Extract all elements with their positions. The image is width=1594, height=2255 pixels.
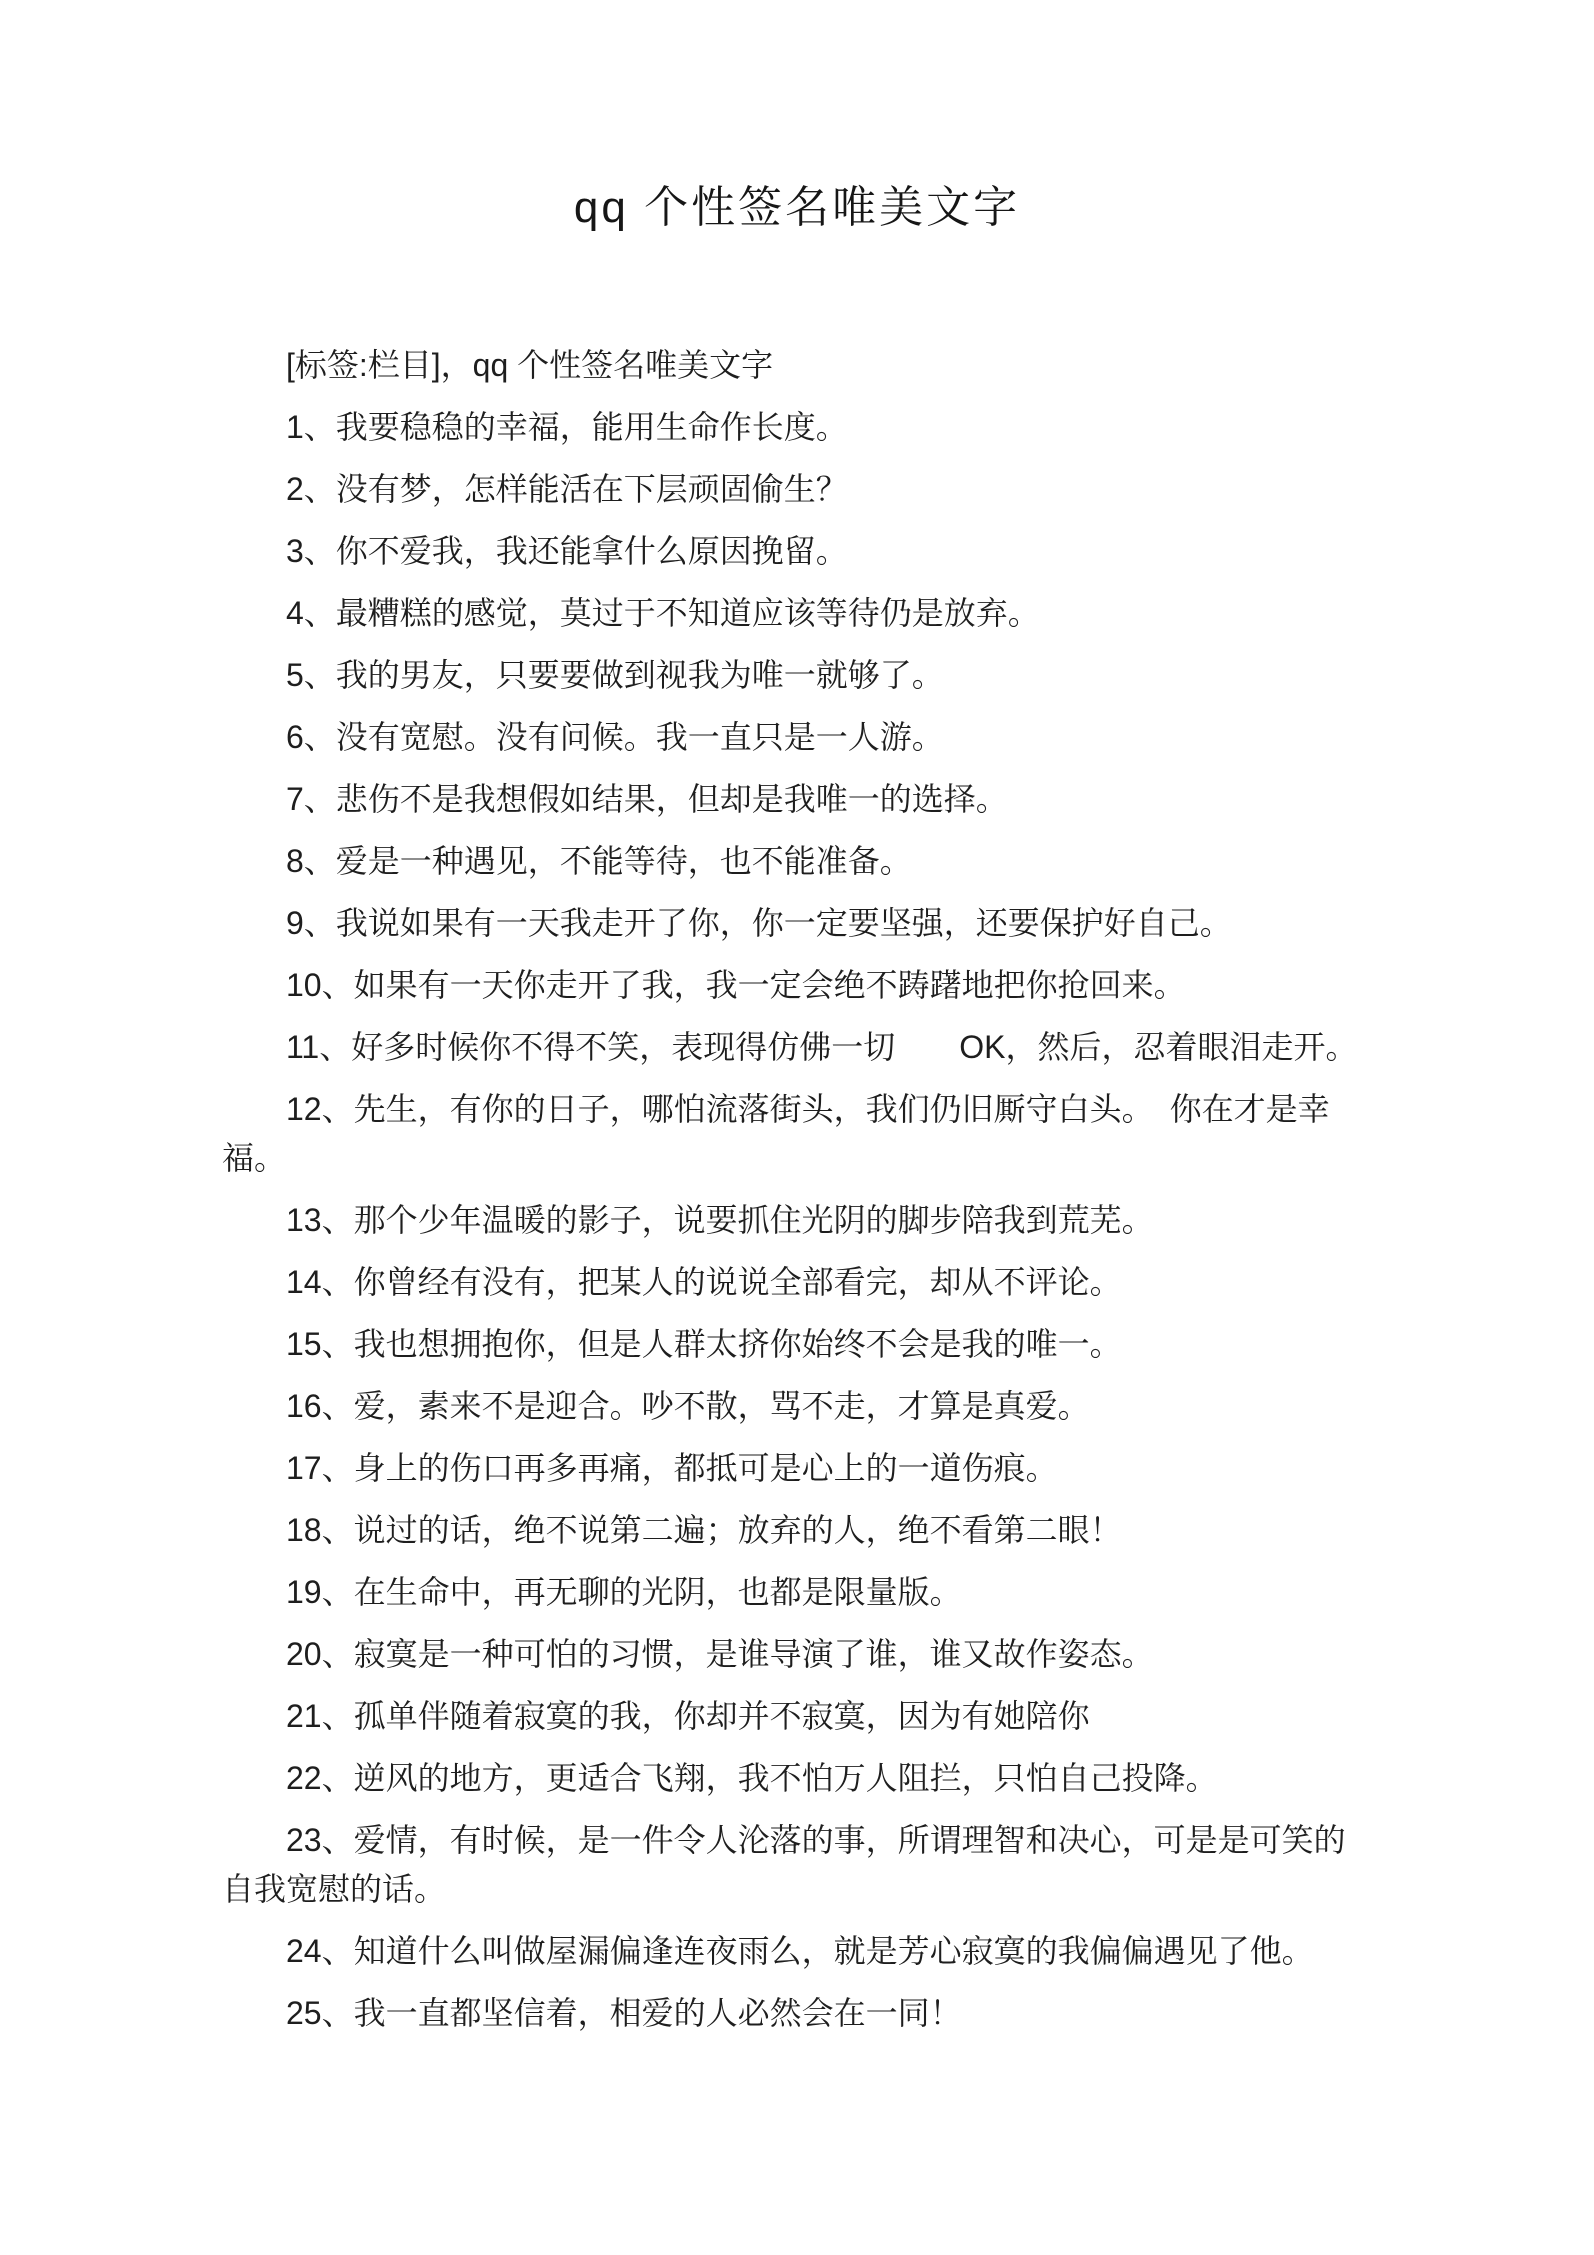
list-item: 8、爱是一种遇见，不能等待，也不能准备。 <box>286 842 912 879</box>
list-item: 9、我说如果有一天我走开了你，你一定要坚强，还要保护好自己。 <box>286 904 1232 941</box>
list-item: 6、没有宽慰。没有问候。我一直只是一人游。 <box>286 718 944 755</box>
list-item: 1、我要稳稳的幸福，能用生命作长度。 <box>286 408 848 445</box>
list-item: 3、你不爱我，我还能拿什么原因挽留。 <box>286 532 848 569</box>
list-item: 5、我的男友，只要要做到视我为唯一就够了。 <box>286 656 944 693</box>
tag-line: [标签:栏目]，qq 个性签名唯美文字 <box>286 346 774 383</box>
list-item: 7、悲伤不是我想假如结果，但却是我唯一的选择。 <box>286 780 1008 817</box>
list-item: 13、那个少年温暖的影子，说要抓住光阴的脚步陪我到荒芜。 <box>286 1201 1154 1238</box>
page-title: qq 个性签名唯美文字 <box>573 183 1021 232</box>
list-item: 24、知道什么叫做屋漏偏逢连夜雨么，就是芳心寂寞的我偏偏遇见了他。 <box>286 1932 1314 1969</box>
list-item: 15、我也想拥抱你，但是人群太挤你始终不会是我的唯一。 <box>286 1325 1122 1362</box>
list-item: 12、先生，有你的日子，哪怕流落街头，我们仍旧厮守白头。 你在才是幸福。 <box>222 1090 1330 1176</box>
list-item: 18、说过的话，绝不说第二遍；放弃的人，绝不看第二眼！ <box>286 1511 1122 1548</box>
list-item: 10、如果有一天你走开了我，我一定会绝不踌躇地把你抢回来。 <box>286 966 1186 1003</box>
list-item: 19、在生命中，再无聊的光阴，也都是限量版。 <box>286 1573 962 1610</box>
list-item: 21、孤单伴随着寂寞的我，你却并不寂寞，因为有她陪你 <box>286 1697 1090 1734</box>
list-item: 17、身上的伤口再多再痛，都抵可是心上的一道伤痕。 <box>286 1449 1058 1486</box>
list-item: 4、最糟糕的感觉，莫过于不知道应该等待仍是放弃。 <box>286 594 1040 631</box>
list-item: 14、你曾经有没有，把某人的说说全部看完，却从不评论。 <box>286 1263 1122 1300</box>
list-item: 22、逆风的地方，更适合飞翔，我不怕万人阻拦，只怕自己投降。 <box>286 1759 1218 1796</box>
list-item: 11、好多时候你不得不笑，表现得仿佛一切 OK，然后，忍着眼泪走开。 <box>286 1028 1358 1065</box>
list-item: 16、爱，素来不是迎合。吵不散，骂不走，才算是真爱。 <box>286 1387 1090 1424</box>
list-item: 25、我一直都坚信着，相爱的人必然会在一同！ <box>286 1994 962 2031</box>
list-item: 20、寂寞是一种可怕的习惯，是谁导演了谁，谁又故作姿态。 <box>286 1635 1154 1672</box>
list-item: 23、爱情，有时候，是一件令人沦落的事，所谓理智和决心，可是是可笑的自我宽慰的话。 <box>222 1821 1346 1907</box>
list-item: 2、没有梦，怎样能活在下层顽固偷生？ <box>286 470 848 507</box>
signature-list <box>222 403 1372 2038</box>
